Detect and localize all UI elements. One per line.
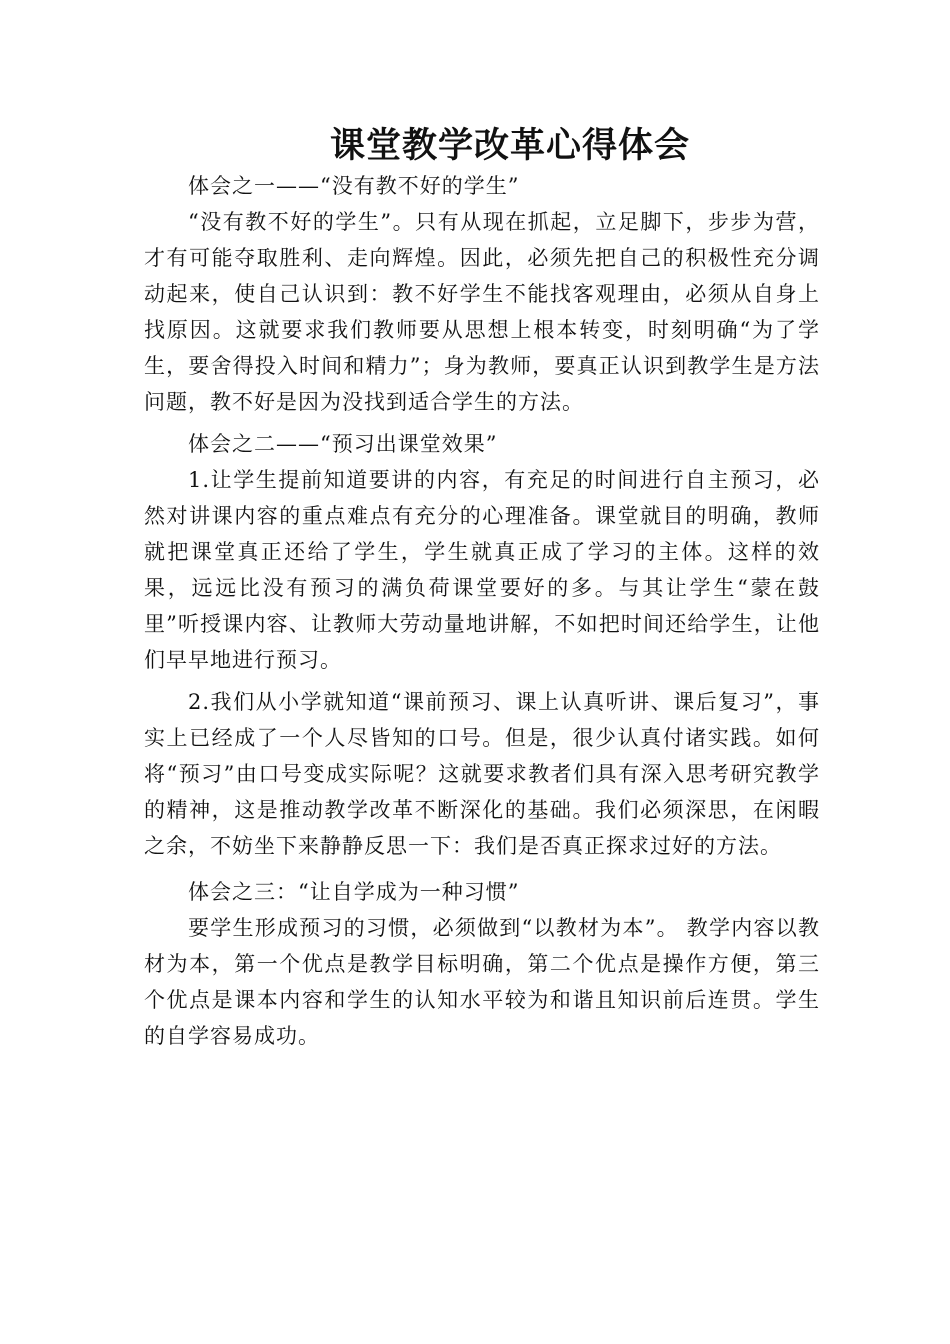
section-1-paragraph-1: “没有教不好的学生”。只有从现在抓起，立足脚下，步步为营，才有可能夺取胜利、走向辉煌。因此，必须先把自己的积极性充分调动起来，使自己认识到：教不好学生不能找客观理由，必须从自身上找原因。这就要求我们教师要从思想上根本转变，时刻明确“为了学生，要舍得投入时间和精力”；身为教师，要真正认识到教学生是方法问题，教不好是因为没找到适合学生的方法。 xyxy=(144,210,820,414)
section-heading-2: 体会之二——“预习出课堂效果” xyxy=(188,432,498,456)
section-heading-1: 体会之一——“没有教不好的学生” xyxy=(188,174,520,198)
section-2-paragraph-2: 2.我们从小学就知道“课前预习、课上认真听讲、课后复习”，事实上已经成了一个人尽皆知的口号。但是，很少认真付诸实践。如何将“预习”由口号变成实际呢？这就要求教者们具有深入思考研究教学的精神，这是推动教学改革不断深化的基础。我们必须深思，在闲暇之余，不妨坐下来静静反思一下：我们是否真正探求过好的方法。 xyxy=(144,690,820,858)
document-body xyxy=(144,168,820,1054)
section-heading-3: 体会之三：“让自学成为一种习惯” xyxy=(188,880,520,904)
section-3-paragraph-1: 要学生形成预习的习惯，必须做到“以教材为本”。 教学内容以教材为本，第一个优点是教学目标明确，第二个优点是操作方便，第三个优点是课本内容和学生的认知水平较为和谐且知识前后连贯。学生的自学容易成功。 xyxy=(144,916,820,1048)
section-2-paragraph-1: 1.让学生提前知道要讲的内容，有充足的时间进行自主预习，必然对讲课内容的重点难点有充分的心理准备。课堂就目的明确，教师就把课堂真正还给了学生，学生就真正成了学习的主体。这样的效果，远远比没有预习的满负荷课堂要好的多。与其让学生“蒙在鼓里”听授课内容、让教师大劳动量地讲解，不如把时间还给学生，让他们早早地进行预习。 xyxy=(144,468,820,672)
document-title: 课堂教学改革心得体会 xyxy=(329,125,690,166)
